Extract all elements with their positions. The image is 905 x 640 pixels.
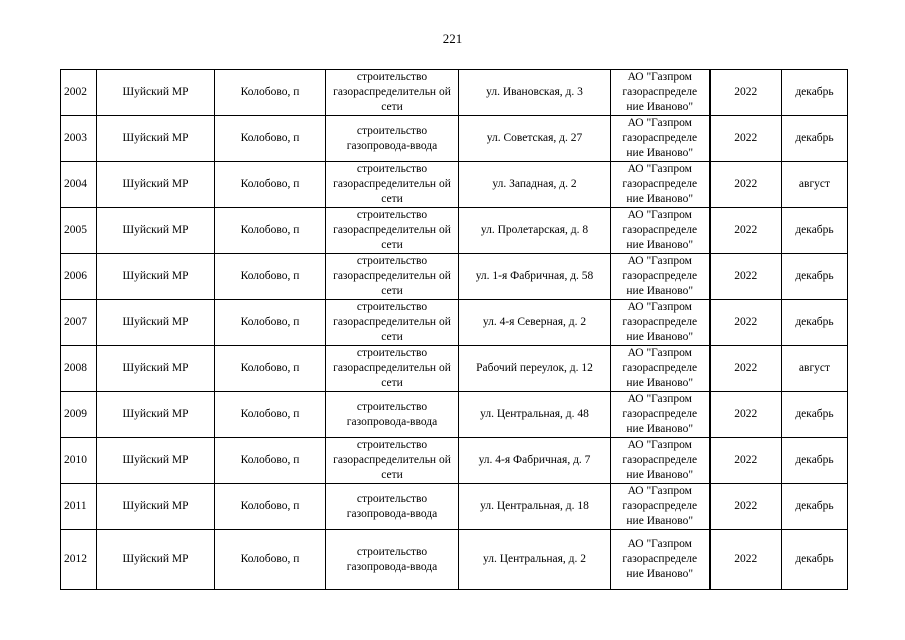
work-type-cell: строительство газораспределительн ой сети — [326, 162, 459, 208]
row-number: 2009 — [61, 392, 97, 438]
month-cell: декабрь — [782, 530, 848, 590]
year-cell: 2022 — [710, 484, 782, 530]
work-type-cell: строительство газопровода-ввода — [326, 116, 459, 162]
district-cell: Шуйский МР — [97, 208, 215, 254]
row-number: 2008 — [61, 346, 97, 392]
work-type-cell: строительство газораспределительн ой сети — [326, 300, 459, 346]
year-cell: 2022 — [710, 116, 782, 162]
table-row — [61, 116, 848, 162]
page-number: 221 — [442, 31, 463, 46]
district-cell: Шуйский МР — [97, 162, 215, 208]
year-cell: 2022 — [710, 70, 782, 116]
table-row — [61, 392, 848, 438]
month-cell: декабрь — [782, 254, 848, 300]
table-row — [61, 70, 848, 116]
table-row — [61, 484, 848, 530]
district-cell: Шуйский МР — [97, 254, 215, 300]
row-number: 2004 — [61, 162, 97, 208]
organization-cell: АО "Газпром газораспределе ние Иваново" — [611, 162, 710, 208]
year-cell: 2022 — [710, 392, 782, 438]
year-cell: 2022 — [710, 438, 782, 484]
district-cell: Шуйский МР — [97, 346, 215, 392]
row-number: 2006 — [61, 254, 97, 300]
district-cell: Шуйский МР — [97, 484, 215, 530]
organization-cell: АО "Газпром газораспределе ние Иваново" — [611, 438, 710, 484]
locality-cell: Колобово, п — [215, 208, 326, 254]
address-cell: ул. Западная, д. 2 — [459, 162, 611, 208]
address-cell: ул. Центральная, д. 48 — [459, 392, 611, 438]
organization-cell: АО "Газпром газораспределе ние Иваново" — [611, 70, 710, 116]
locality-cell: Колобово, п — [215, 254, 326, 300]
organization-cell: АО "Газпром газораспределе ние Иваново" — [611, 116, 710, 162]
locality-cell: Колобово, п — [215, 392, 326, 438]
month-cell: декабрь — [782, 484, 848, 530]
organization-cell: АО "Газпром газораспределе ние Иваново" — [611, 392, 710, 438]
work-type-cell: строительство газораспределительн ой сети — [326, 438, 459, 484]
row-number: 2005 — [61, 208, 97, 254]
locality-cell: Колобово, п — [215, 300, 326, 346]
year-cell: 2022 — [710, 254, 782, 300]
address-cell: Рабочий переулок, д. 12 — [459, 346, 611, 392]
table-row — [61, 438, 848, 484]
locality-cell: Колобово, п — [215, 346, 326, 392]
organization-cell: АО "Газпром газораспределе ние Иваново" — [611, 208, 710, 254]
organization-cell: АО "Газпром газораспределе ние Иваново" — [611, 254, 710, 300]
table-row — [61, 254, 848, 300]
district-cell: Шуйский МР — [97, 438, 215, 484]
year-cell: 2022 — [710, 530, 782, 590]
locality-cell: Колобово, п — [215, 70, 326, 116]
work-type-cell: строительство газораспределительн ой сети — [326, 208, 459, 254]
table-row — [61, 300, 848, 346]
year-cell: 2022 — [710, 346, 782, 392]
locality-cell: Колобово, п — [215, 162, 326, 208]
month-cell: декабрь — [782, 392, 848, 438]
work-type-cell: строительство газораспределительн ой сети — [326, 70, 459, 116]
work-type-cell: строительство газопровода-ввода — [326, 484, 459, 530]
address-cell: ул. Центральная, д. 18 — [459, 484, 611, 530]
row-number: 2010 — [61, 438, 97, 484]
table-row — [61, 208, 848, 254]
address-cell: ул. Советская, д. 27 — [459, 116, 611, 162]
month-cell: декабрь — [782, 300, 848, 346]
work-type-cell: строительство газопровода-ввода — [326, 530, 459, 590]
register-table — [60, 69, 848, 590]
address-cell: ул. Пролетарская, д. 8 — [459, 208, 611, 254]
month-cell: декабрь — [782, 438, 848, 484]
year-cell: 2022 — [710, 162, 782, 208]
address-cell: ул. 4-я Северная, д. 2 — [459, 300, 611, 346]
district-cell: Шуйский МР — [97, 300, 215, 346]
district-cell: Шуйский МР — [97, 392, 215, 438]
district-cell: Шуйский МР — [97, 530, 215, 590]
month-cell: декабрь — [782, 70, 848, 116]
row-number: 2007 — [61, 300, 97, 346]
locality-cell: Колобово, п — [215, 484, 326, 530]
address-cell: ул. Центральная, д. 2 — [459, 530, 611, 590]
organization-cell: АО "Газпром газораспределе ние Иваново" — [611, 346, 710, 392]
table-row — [61, 530, 848, 590]
row-number: 2012 — [61, 530, 97, 590]
month-cell: август — [782, 346, 848, 392]
work-type-cell: строительство газораспределительн ой сети — [326, 254, 459, 300]
month-cell: декабрь — [782, 208, 848, 254]
year-cell: 2022 — [710, 208, 782, 254]
locality-cell: Колобово, п — [215, 116, 326, 162]
locality-cell: Колобово, п — [215, 530, 326, 590]
organization-cell: АО "Газпром газораспределе ние Иваново" — [611, 484, 710, 530]
district-cell: Шуйский МР — [97, 70, 215, 116]
year-cell: 2022 — [710, 300, 782, 346]
address-cell: ул. 1-я Фабричная, д. 58 — [459, 254, 611, 300]
organization-cell: АО "Газпром газораспределе ние Иваново" — [611, 300, 710, 346]
organization-cell: АО "Газпром газораспределе ние Иваново" — [611, 530, 710, 590]
row-number: 2002 — [61, 70, 97, 116]
work-type-cell: строительство газопровода-ввода — [326, 392, 459, 438]
address-cell: ул. 4-я Фабричная, д. 7 — [459, 438, 611, 484]
month-cell: август — [782, 162, 848, 208]
table-row — [61, 346, 848, 392]
work-type-cell: строительство газораспределительн ой сети — [326, 346, 459, 392]
month-cell: декабрь — [782, 116, 848, 162]
address-cell: ул. Ивановская, д. 3 — [459, 70, 611, 116]
row-number: 2003 — [61, 116, 97, 162]
table-row — [61, 162, 848, 208]
district-cell: Шуйский МР — [97, 116, 215, 162]
row-number: 2011 — [61, 484, 97, 530]
locality-cell: Колобово, п — [215, 438, 326, 484]
